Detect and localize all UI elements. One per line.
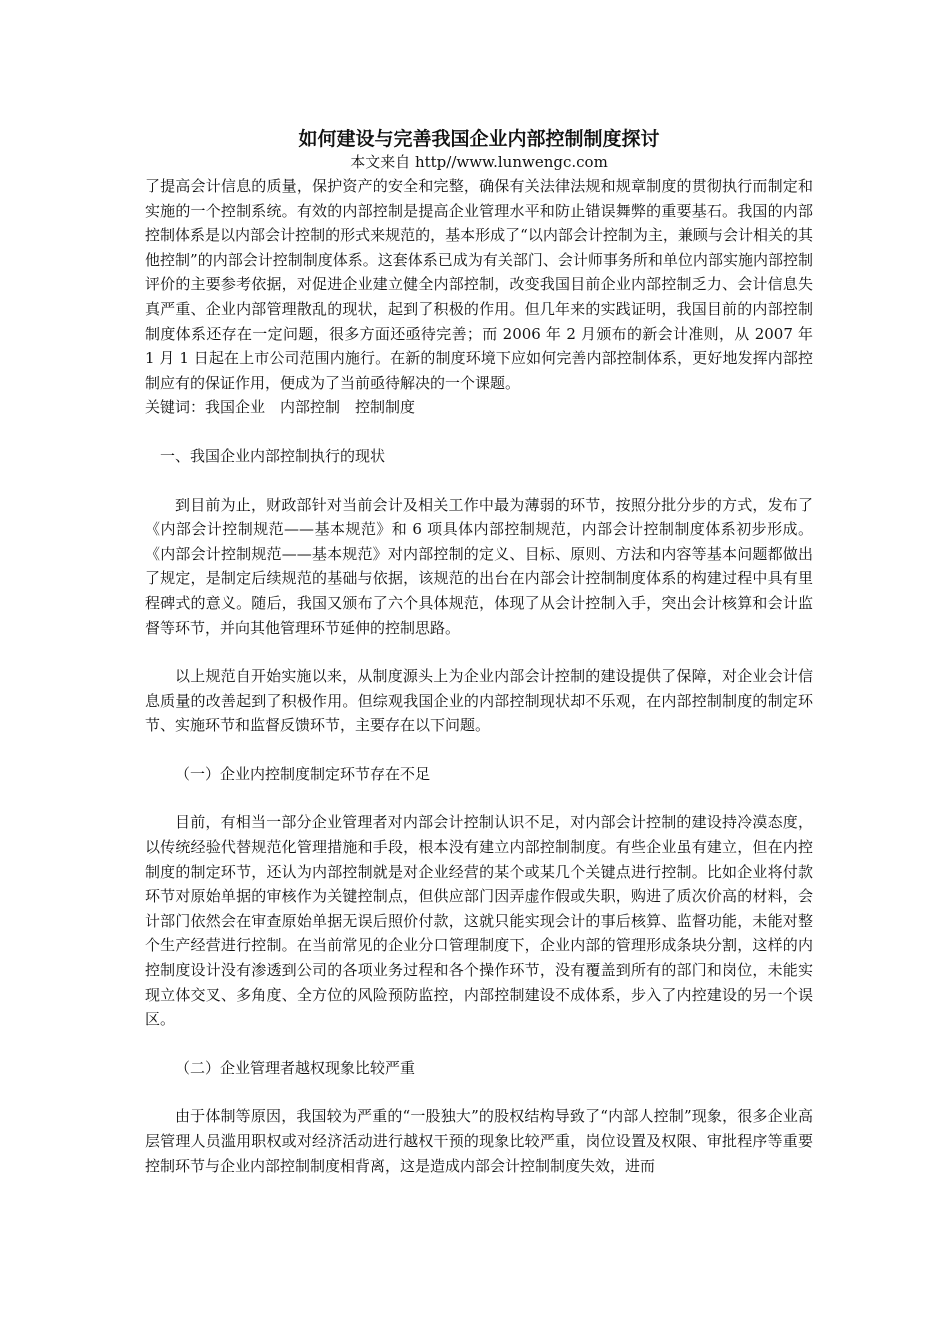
subsection2-paragraph: 由于体制等原因，我国较为严重的“一股独大”的股权结构导致了“内部人控制”现象，很多企业高层管理人员滥用职权或对经济活动进行越权干预的现象比较严重，岗位设置及权限、审批程序等重要控制环节与企业内部控制制度相背离，这是造成内部会计控制制度失效，进而: [145, 1107, 813, 1175]
subsection-heading-1: （一）企业内控制度制定环节存在不足: [175, 764, 431, 783]
keywords-label: 关键词：: [145, 398, 206, 417]
spacer: [145, 420, 813, 444]
source-line: 本文来自 http//www.lunwengc.com: [350, 153, 608, 171]
document-title: 如何建设与完善我国企业内部控制制度探讨: [298, 128, 660, 150]
document-page: [145, 126, 813, 1178]
spacer: [145, 1080, 813, 1104]
spacer: [145, 1032, 813, 1056]
spacer: [145, 469, 813, 493]
section1-paragraph-2: 以上规范自开始实施以来，从制度源头上为企业内部会计控制的建设提供了保障，对企业会计信息质量的改善起到了积极作用。但综观我国企业的内部控制现状却不乐观，在内部控制制度的制定环节、实施环节和监督反馈环节，主要存在以下问题。: [145, 667, 813, 735]
keyword-item: 我国企业: [205, 398, 266, 417]
spacer: [145, 640, 813, 664]
section1-paragraph-1: 到目前为止，财政部针对当前会计及相关工作中最为薄弱的环节，按照分批分步的方式，发布了《内部会计控制规范——基本规范》和 6 项具体内部控制规范，内部会计控制制度体系初步形成。《内部会计控制规范——基本规范》对内部控制的定义、目标、原则、方法和内容等基本问题都做出了规定，是制定后续规范的基础与依据，该规范的出台在内部会计控制制度体系的构建过程中具有里程碑式的意义。随后，我国又颁布了六个具体规范，体现了从会计控制入手，突出会计核算和会计监督等环节，并向其他管理环节延伸的控制思路。: [145, 495, 813, 637]
spacer: [145, 786, 813, 810]
section-heading-1: 一、我国企业内部控制执行的现状: [160, 446, 386, 465]
keyword-item: 控制制度: [355, 398, 416, 417]
subsection-heading-2: （二）企业管理者越权现象比较严重: [175, 1058, 416, 1077]
subsection1-paragraph: 目前，有相当一部分企业管理者对内部会计控制认识不足，对内部会计控制的建设持冷漠态度，以传统经验代替规范化管理措施和手段，根本没有建立内部控制制度。有些企业虽有建立，但在内控制度的制定环节，还认为内部控制就是对企业经营的某个或某几个关键点进行控制。比如企业将付款环节对原始单据的审核作为关键控制点，但供应部门因弄虚作假或失职，购进了质次价高的材料，会计部门依然会在审查原始单据无误后照价付款，这就只能实现会计的事后核算、监督功能，未能对整个生产经营进行控制。在当前常见的企业分口管理制度下，企业内部的管理形成条块分割，这样的内控制度设计没有渗透到公司的各项业务过程和各个操作环节，没有覆盖到所有的部门和岗位，未能实现立体交叉、多角度、全方位的风险预防监控，内部控制建设不成体系，步入了内控建设的另一个误区。: [145, 813, 813, 1029]
spacer: [145, 738, 813, 762]
keywords-line: [145, 395, 813, 420]
keyword-item: 内部控制: [280, 398, 341, 417]
abstract-paragraph: 了提高会计信息的质量，保护资产的安全和完整，确保有关法律法规和规章制度的贯彻执行而制定和实施的一个控制系统。有效的内部控制是提高企业管理水平和防止错误舞弊的重要基石。我国的内部控制体系是以内部会计控制的形式来规范的，基本形成了“以内部会计控制为主，兼顾与会计相关的其他控制”的内部会计控制制度体系。这套体系已成为有关部门、会计师事务所和单位内部实施内部控制评价的主要参考依据，对促进企业建立健全内部控制，改变我国目前企业内部控制乏力、会计信息失真严重、企业内部管理散乱的现状，起到了积极的作用。但几年来的实践证明，我国目前的内部控制制度体系还存在一定问题，很多方面还亟待完善；而 2006 年 2 月颁布的新会计准则，从 2007 年 1 月 1 日起在上市公司范围内施行。在新的制度环境下应如何完善内部控制体系，更好地发挥内部控制应有的保证作用，便成为了当前亟待解决的一个课题。: [145, 177, 813, 392]
